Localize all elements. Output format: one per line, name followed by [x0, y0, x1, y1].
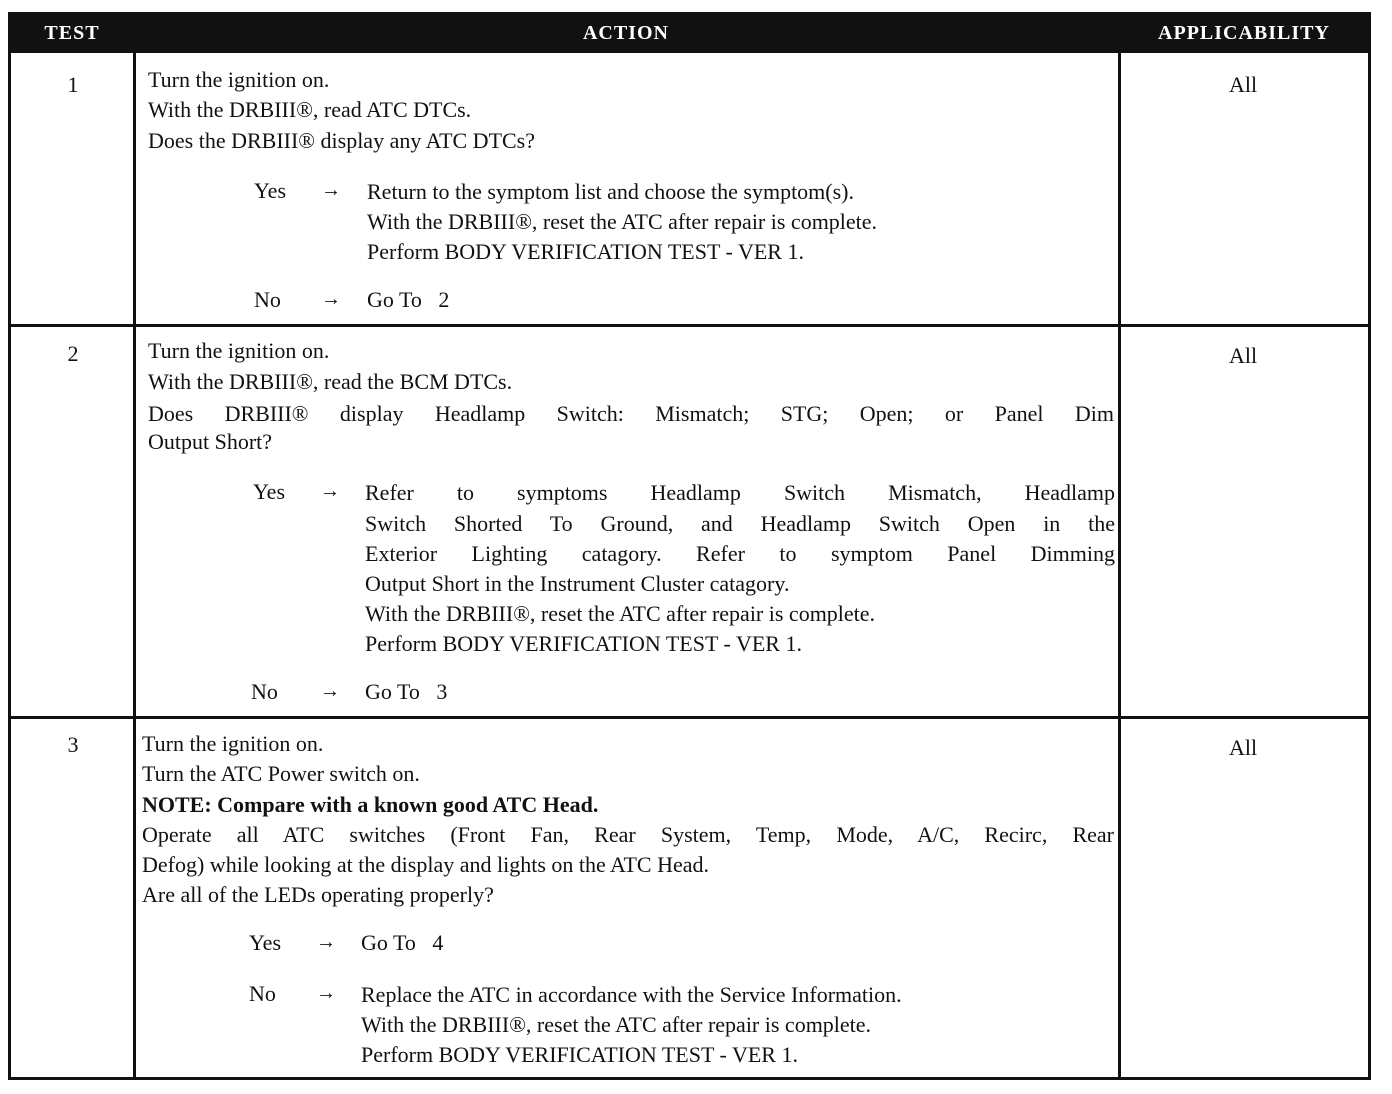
yes-label: Yes [254, 178, 287, 203]
row-divider [11, 716, 1368, 719]
result-line: Return to the symptom list and choose the symptom(s). [367, 179, 855, 204]
applicability-value: All [1228, 735, 1258, 760]
result-line: With the DRBIII®, reset the ATC after repair is complete. [367, 209, 878, 234]
result-line: Refer to symptoms Headlamp Switch Mismatch, Headlamp [365, 480, 1115, 505]
table-header [11, 15, 1368, 53]
action-line: Does the DRBIII® display any ATC DTCs? [148, 128, 536, 153]
note-line: NOTE: Compare with a known good ATC Head. [142, 792, 599, 817]
action-line: With the DRBIII®, read ATC DTCs. [148, 97, 472, 122]
result-line: Perform BODY VERIFICATION TEST - VER 1. [361, 1042, 798, 1067]
right-arrow-icon: → [320, 480, 340, 502]
right-arrow-icon: → [321, 179, 341, 201]
right-arrow-icon: → [320, 680, 340, 702]
column-divider [1118, 53, 1121, 1077]
row-divider [11, 324, 1368, 327]
no-label: No [249, 981, 276, 1006]
no-label: No [251, 679, 278, 704]
header-applicability: APPLICABILITY [1158, 22, 1330, 44]
action-line: Defog) while looking at the display and lights on the ATC Head. [142, 852, 710, 877]
result-line: With the DRBIII®, reset the ATC after repair is complete. [361, 1012, 872, 1037]
result-line: Output Short in the Instrument Cluster catagory. [365, 571, 790, 596]
right-arrow-icon: → [316, 931, 336, 953]
action-line: With the DRBIII®, read the BCM DTCs. [148, 369, 513, 394]
applicability-value: All [1228, 72, 1258, 97]
result-line: Switch Shorted To Ground, and Headlamp Switch Open in the [365, 511, 1115, 536]
action-line: Are all of the LEDs operating properly? [142, 882, 494, 907]
right-arrow-icon: → [321, 288, 341, 310]
result-line: Perform BODY VERIFICATION TEST - VER 1. [367, 239, 804, 264]
action-line: Operate all ATC switches (Front Fan, Rear System, Temp, Mode, A/C, Recirc, Rear [142, 822, 1114, 847]
action-line: Turn the ignition on. [148, 338, 330, 363]
yes-label: Yes [249, 930, 282, 955]
result-line: Perform BODY VERIFICATION TEST - VER 1. [365, 631, 802, 656]
applicability-value: All [1228, 343, 1258, 368]
action-line: Does DRBIII® display Headlamp Switch: Mismatch; STG; Open; or Panel Dim [148, 401, 1114, 426]
result-line: Go To 4 [361, 930, 444, 955]
test-number: 2 [67, 341, 79, 366]
result-line: Go To 2 [367, 287, 450, 312]
result-line: Exterior Lighting catagory. Refer to symptom Panel Dimming [365, 541, 1115, 566]
yes-label: Yes [253, 479, 286, 504]
result-line: Go To 3 [365, 679, 448, 704]
no-label: No [254, 287, 281, 312]
action-line: Output Short? [148, 429, 273, 454]
action-line: Turn the ignition on. [148, 67, 330, 92]
result-line: Replace the ATC in accordance with the Service Information. [361, 982, 902, 1007]
test-number: 3 [67, 732, 79, 757]
right-arrow-icon: → [316, 982, 336, 1004]
action-line: Turn the ignition on. [142, 731, 324, 756]
action-line: Turn the ATC Power switch on. [142, 761, 420, 786]
header-test: TEST [44, 22, 100, 44]
column-divider [133, 53, 136, 1077]
diagnostic-table [8, 12, 1371, 1080]
header-action: ACTION [582, 22, 669, 44]
result-line: With the DRBIII®, reset the ATC after repair is complete. [365, 601, 876, 626]
test-number: 1 [67, 72, 79, 97]
